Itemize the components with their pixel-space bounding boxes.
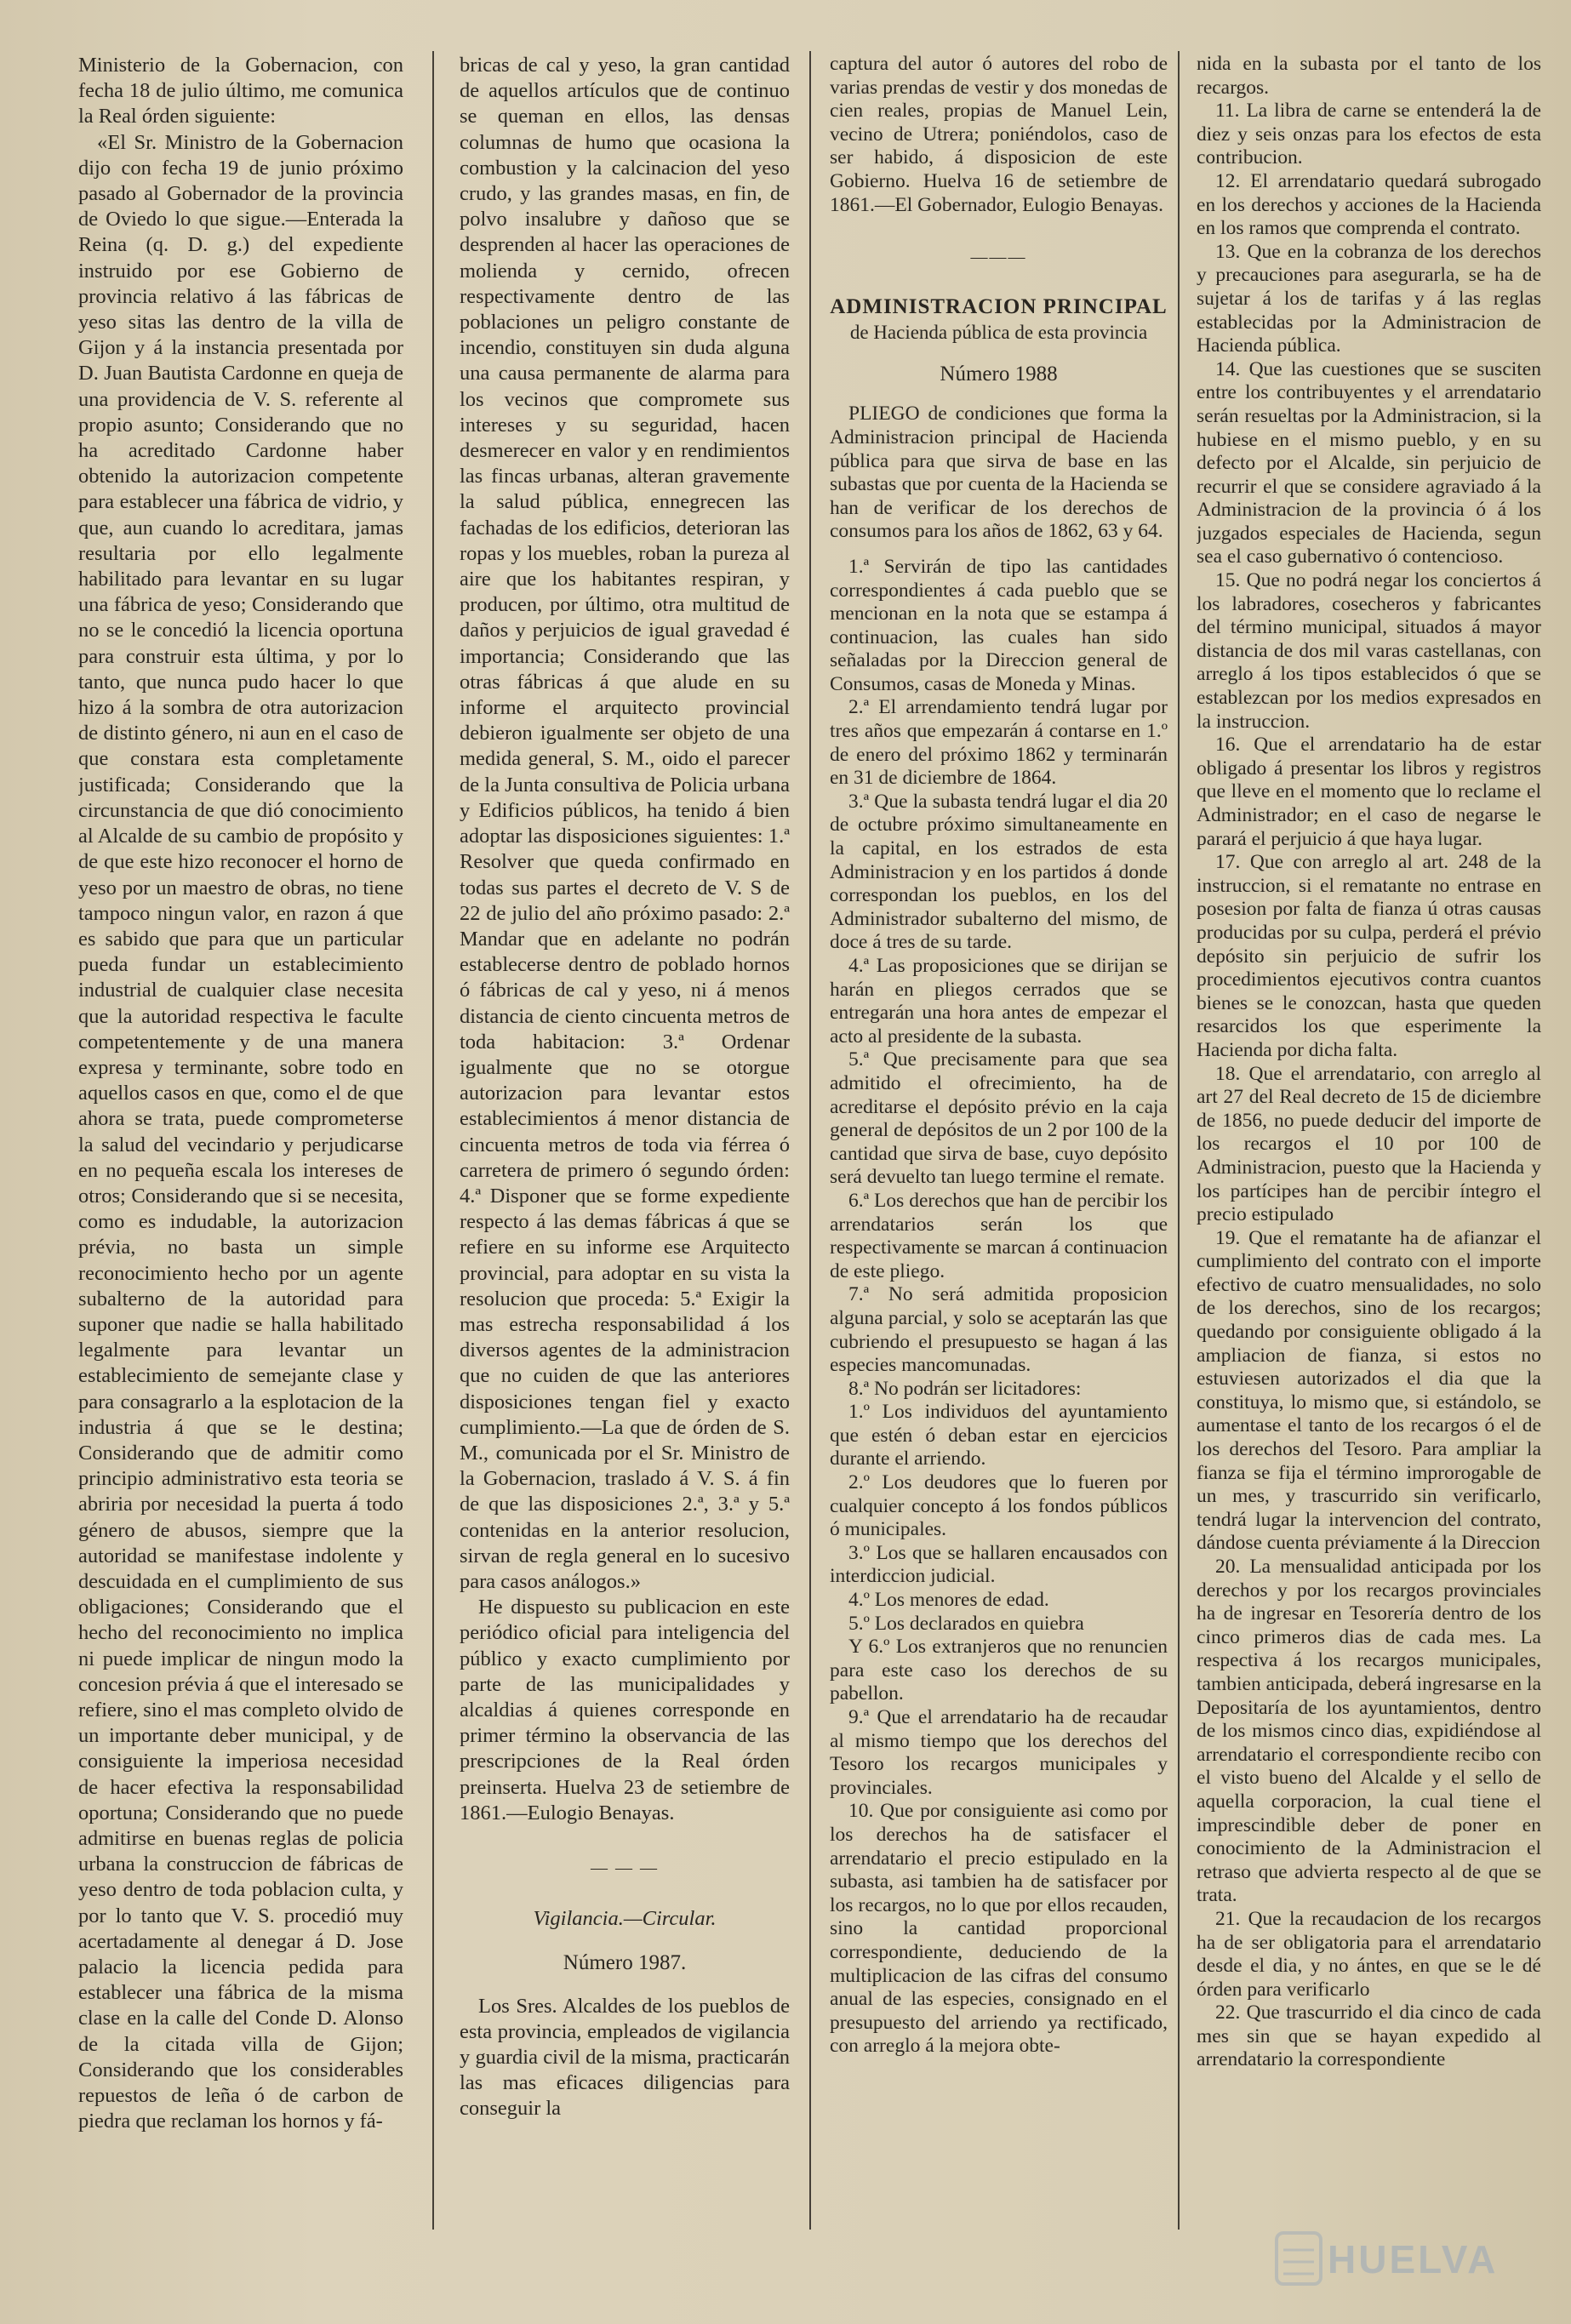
section-subheading: de Hacienda pública de esta provincia [849, 321, 1148, 343]
pliego-intro: PLIEGO de condiciones que forma la Administracion principal de Hacienda pública para que sirva de base en las subastas que por cuenta de la Hacienda se han de verificar de los derechos de consumos para los años de 1862, 63 y 64. [830, 403, 1168, 543]
paragraph: Ministerio de la Gobernacion, con fecha 18 de julio último, me comunica la Real órden siguiente: [78, 54, 403, 128]
column-3 [830, 53, 1168, 2231]
clause: 2.ª El arrendamiento tendrá lugar por tres años que empezarán á contarse en 1.º de enero del próximo 1862 y terminarán en 31 de diciembre de 1864. [830, 696, 1168, 790]
clause: 21. Que la recaudacion de los recargos ha de ser obligatoria para el arrendatario desde el dia, y no ántes, en que se le dé órden para verificarlo [1197, 1907, 1541, 2001]
clause: 8.ª No podrán ser licitadores: [848, 1377, 1082, 1400]
clause: 16. Que el arrendatario ha de estar obligado á presentar los libros y registros que lleve en el momento que lo reclame el Administrador; en el caso de negarse le parará el perjuicio á que haya lugar. [1197, 734, 1541, 850]
clause: 15. Que no podrá negar los conciertos á los labradores, cosecheros y fabricantes del término municipal, situados á mayor distancia de dos mil varas castellanas, con arreglo á los tipos establecidos ó que se establezcan por los medios expresados en la instruccion. [1197, 569, 1541, 733]
clause: 20. La mensualidad anticipada por los derechos y por los recargos provinciales ha de ingresar en Tesorería dentro de los cinco primeros dias de cada mes. La respectiva á los recargos municipales, tambien anticipada, deberá ingresarse en la Depositaría de los ayuntamientos, dentro de los mismos cinco dias, expidiéndose al arrendatario el correspondiente recibo con el visto bueno del Alcalde y el sello de aquella corporacion, la cual tiene el imprescindible deber de poner en conocimiento de la Administracion el retraso que advierta respecto al de que se trata. [1197, 1556, 1541, 1907]
section-separator: — — — [591, 1859, 659, 1878]
column-2 [460, 53, 790, 2231]
paragraph: He dispuesto su publicacion en este periódico oficial para inteligencia del público y exacto cumplimiento por parte de las municipalidades y alcaldias á quienes corresponde en primer término la observancia de las prescripciones de la Real órden preinserta. Huelva 23 de setiembre de 1861.—Eulogio Benayas. [460, 1596, 790, 1824]
clause: 9.ª Que el arrendatario ha de recaudar al mismo tiempo que los derechos del Tesoro los recargos municipales y provinciales. [830, 1706, 1168, 1799]
clause: 10. Que por consiguiente asi como por los derechos ha de satisfacer el arrendatario el precio estipulado en la subasta, asi tambien ha de satisfacer por los recargos, no lo que por ellos recauden, sino la cantidad proporcional correspondiente, deduciendo de la multiplicacion de las cifras del consumo anual de las especies, consignado en el presupuesto del arriendo ya rectificado, con arreglo á la mejora obte- [830, 1800, 1168, 2058]
notice-number: Número 1987. [563, 1951, 687, 1975]
column-4 [1197, 53, 1541, 2231]
sub-clause: 1.º Los individuos del ayuntamiento que estén ó deban estar en ejercicios durante el arriendo. [830, 1401, 1168, 1470]
clause: 14. Que las cuestiones que se susciten entre los contribuyentes y el arrendatario serán resueltas por la Administracion, si la hubiese en el mismo pueblo, y en su defecto por el Alcalde, sin perjuicio de recurrir el que se considere agraviado á la Administracion de la provincia ó á los juzgados especiales de Hacienda, segun sea el caso gubernativo ó contencioso. [1197, 357, 1541, 568]
clause: 3.ª Que la subasta tendrá lugar el dia 20 de octubre próximo simultaneamente en la capital, en los estrados de esta Administracion y en los partidos á donde correspondan los pueblos, en los del Administrador subalterno del mismo, de doce á tres de su tarde. [830, 790, 1168, 954]
section-separator: ——— [970, 248, 1027, 267]
sub-clause: Y 6.º Los extranjeros que no renuncien para este caso los derechos de su pabellon. [830, 1636, 1168, 1705]
clause: 17. Que con arreglo al art. 248 de la instruccion, si el rematante no entrase en posesion por falta de fianza ú otras causas producidas por su culpa, perderá el prévio depósito sin perjuicio de sufrir los procedimientos ejecutivos contra cuantos bienes se le conozcan, hasta que queden resarcidos los que esperimente la Hacienda por dicha falta. [1197, 851, 1541, 1061]
sub-clause: 5.º Los declarados en quiebra [848, 1612, 1084, 1635]
clause: 18. Que el arrendatario, con arreglo al art 27 del Real decreto de 15 de diciembre de 1856, no puede deducir del importe de los recargos el 10 por 100 de Administracion, puesto que la Hacienda y los partícipes han de percibir íntegro el precio estipulado [1197, 1062, 1541, 1226]
paragraph: «El Sr. Ministro de la Gobernacion dijo con fecha 19 de junio próximo pasado al Gobernador de la provincia de Oviedo lo que sigue.—Enterada la Reina (q. D. g.) del expediente instruido por ese Gobierno de provincia relativo á las fábricas de yeso sitas las dentro de la villa de Gijon y á la instancia presentada por D. Juan Bautista Cardonne en queja de una providencia de V. S. referente al propio asunto; Considerando que no ha acreditado Cardonne haber obtenido la autorizacion competente para establecer una fábrica de vidrio, y que, aun cuando lo acreditara, jamas resultaria por ello legalmente habilitado para levantar en su lugar una fábrica de yeso; Considerando que no se le concedió la licencia oportuna para construir esta última, y por lo tanto, que nunca pudo hacer lo que hizo á la sombra de otra autorizacion de distinto género, ni aun en el caso de que constara esta completamente justificada; Considerando que la circunstancia de que dió conocimiento al Alcalde de su cambio de propósito y de que este hizo reconocer el horno de yeso por un maestro de obras, no tiene tampoco ningun valor, en razon á que es sabido que para que un particular pueda fundar un establecimiento industrial de cualquier clase necesita que la autoridad respectiva le faculte competentemente y de una manera expresa y terminante, sobre todo en aquellos casos en que, como el de que ahora se trata, puede comprometerse la salud del vecindario y perjudicarse en no pequeña escala los intereses de otros; Considerando que si se necesita, como es indudable, la autorizacion prévia, no basta un simple reconocimiento hecho por un agente subalterno de la autoridad para suponer que nadie se halla habilitado legalmente para levantar un establecimiento de semejante clase y para consagrarlo a la esplotacion de la industria á que se le destina; Considerando que de admitir como principio administrativo esta teoria se abriria por necesidad la puerta á todo género de abusos, siempre que la autoridad se manifestase indolente y descuidada en el cumplimiento de sus obligaciones; Considerando que el hecho del reconocimiento no implica ni puede implicar de ningun modo la concesion prévia á que el interesado se refiere, sino el mas completo olvido de un importante deber municipal, y de consiguiente la imperiosa necesidad de hacer efectiva la responsabilidad oportuna; Considerando que no puede admitirse en buenas reglas de policia urbana la construccion de fábricas de yeso dentro de toda poblacion culta, y por lo tanto que V. S. procedió muy acertadamente al denegar á D. Jose palacio la licencia pedida para establecer una fábrica de la misma clase en la calle del Conde D. Alonso de la citada villa de Gijon; Considerando que los considerables repuestos de leña ó de carbon de piedra que reclaman los hornos y fá- [78, 130, 403, 2133]
notice-number: Número 1988 [940, 362, 1058, 385]
paragraph: Los Sres. Alcaldes de los pueblos de esta provincia, empleados de vigilancia y guardia civil de la misma, practicarán las mas eficaces diligencias para conseguir la [460, 1994, 790, 2121]
column-rule [1178, 51, 1180, 2230]
column-rule [809, 51, 811, 2230]
sub-clause: 2.º Los deudores que lo fueren por cualquier concepto á los fondos públicos ó municipales. [830, 1471, 1168, 1541]
clause: 1.ª Servirán de tipo las cantidades correspondientes á cada pueblo que se mencionan en la nota que se estampa á continuacion, las cuales han sido señaladas por la Direccion general de Consumos, casas de Moneda y Minas. [830, 555, 1168, 695]
column-rule [432, 51, 434, 2230]
sub-clause: 3.º Los que se hallaren encausados con interdiccion judicial. [830, 1541, 1168, 1588]
section-heading: ADMINISTRACION PRINCIPAL [830, 294, 1168, 318]
clause: 22. Que trascurrido el dia cinco de cada mes sin que se hayan expedido al arrendatario la correspondiente [1197, 2001, 1541, 2071]
section-title: Vigilancia.—Circular. [533, 1907, 717, 1931]
paragraph: captura del autor ó autores del robo de varias prendas de vestir y dos monedas de cien reales, propias de Manuel Lein, vecino de Utrera; poniéndolos, caso de ser habido, á disposicion de este Gobierno. Huelva 16 de setiembre de 1861.—El Gobernador, Eulogio Benayas. [830, 53, 1168, 216]
clause: 5.ª Que precisamente para que sea admitido el ofrecimiento, ha de acreditarse el depósito prévio en la caja general de depósitos de un 2 por 100 de la cantidad que sirva de base, cuyo depósito será devuelto tan luego termine el remate. [830, 1048, 1168, 1189]
archive-watermark: HUELVA [1328, 2237, 1499, 2281]
clause: 11. La libra de carne se entenderá la de diez y seis onzas para los efectos de esta contribucion. [1197, 100, 1541, 169]
sub-clause: 4.º Los menores de edad. [848, 1589, 1049, 1612]
column-1 [78, 53, 403, 2231]
paragraph: nida en la subasta por el tanto de los recargos. [1197, 53, 1541, 99]
clause: 12. El arrendatario quedará subrogado en los derechos y acciones de la Hacienda en los ramos que comprenda el contrato. [1197, 169, 1541, 240]
clause: 4.ª Las proposiciones que se dirijan se harán en pliegos cerrados que se entregarán una hora antes de empezar el acto al presidente de la subasta. [830, 955, 1168, 1048]
clause: 6.ª Los derechos que han de percibir los arrendatarios serán los que respectivamente se marcan á continuacion de este pliego. [830, 1189, 1168, 1282]
clause: 7.ª No será admitida proposicion alguna parcial, y solo se aceptarán las que cubriendo el presupuesto se hagan á las especies mancomunadas. [830, 1283, 1168, 1377]
clause: 13. Que en la cobranza de los derechos y precauciones para asegurarla, se ha de sujetar á los de tarifas y á las reglas establecidas por la Administracion de Hacienda pública. [1197, 240, 1541, 357]
clause: 19. Que el rematante ha de afianzar el cumplimiento del contrato con el importe efectivo de cuatro mensualidades, no solo de los derechos, sino de los recargos; quedando por consiguiente obligado á la ampliacion de fianza, si estos no estuviesen autorizados el dia que la constituya, lo mismo que, si estándolo, se aumentase el tanto de los recargos ó el de los derechos del Tesoro. Para ampliar la fianza se fija el término improrogable de un mes, y trascurrido sin verificarlo, tendrá lugar la intervencion del contrato, dándose cuenta préviamente á la Direccion [1197, 1226, 1541, 1555]
paragraph: bricas de cal y yeso, la gran cantidad de aquellos artículos que de continuo se queman en ellos, las densas columnas de humo que ocasiona la combustion y la calcinacion del yeso crudo, y las grandes masas, en fin, de polvo insalubre y dañoso que se desprenden al hacer las operaciones de molienda y cernido, ofrecen respectivamente dentro de las poblaciones un peligro constante de incendio, constituyen sin duda alguna una causa permanente de alarma para los vecinos que compromete sus intereses y su seguridad, hacen desmerecer en valor y en rendimientos las fincas urbanas, alteran gravemente la salud pública, ennegrecen las fachadas de los edificios, deterioran las ropas y los muebles, roban la pureza al aire que los habitantes respiran, y producen, por último, otra multitud de daños y perjuicios de igual gravedad é importancia; Considerando que las otras fábricas á que alude en su informe el arquitecto provincial debieron igualmente ser objeto de una medida general, S. M., oido el parecer de la Junta consultiva de Policia urbana y Edificios públicos, ha tenido á bien adoptar las disposiciones siguientes: 1.ª Resolver que queda confirmado en todas sus partes el decreto de V. S de 22 de julio del año próximo pasado: 2.ª Mandar que en adelante no podrán establecerse dentro de poblado hornos ó fábricas de cal y yeso, ni á menos distancia de ciento cincuenta metros de toda habitacion: 3.ª Ordenar igualmente que no se otorgue autorizacion para levantar estos establecimientos á menor distancia de cincuenta metros de toda via férrea ó carretera de primero ó segundo órden: 4.ª Disponer que se forme expediente respecto á las demas fábricas á que se refiere en su informe ese Arquitecto provincial, para adoptar en su vista la resolucion que proceda: 5.ª Exigir la mas estrecha responsabilidad á los diversos agentes de la administracion que no cuiden de que las anteriores disposiciones tengan fiel y exacto cumplimiento.—La que de órden de S. M., comunicada por el Sr. Ministro de la Gobernacion, traslado á V. S. á fin de que las disposiciones 2.ª, 3.ª y 5.ª contenidas en la anterior resolucion, sirvan de regla general en lo sucesivo para casos análogos.» [460, 54, 790, 1593]
